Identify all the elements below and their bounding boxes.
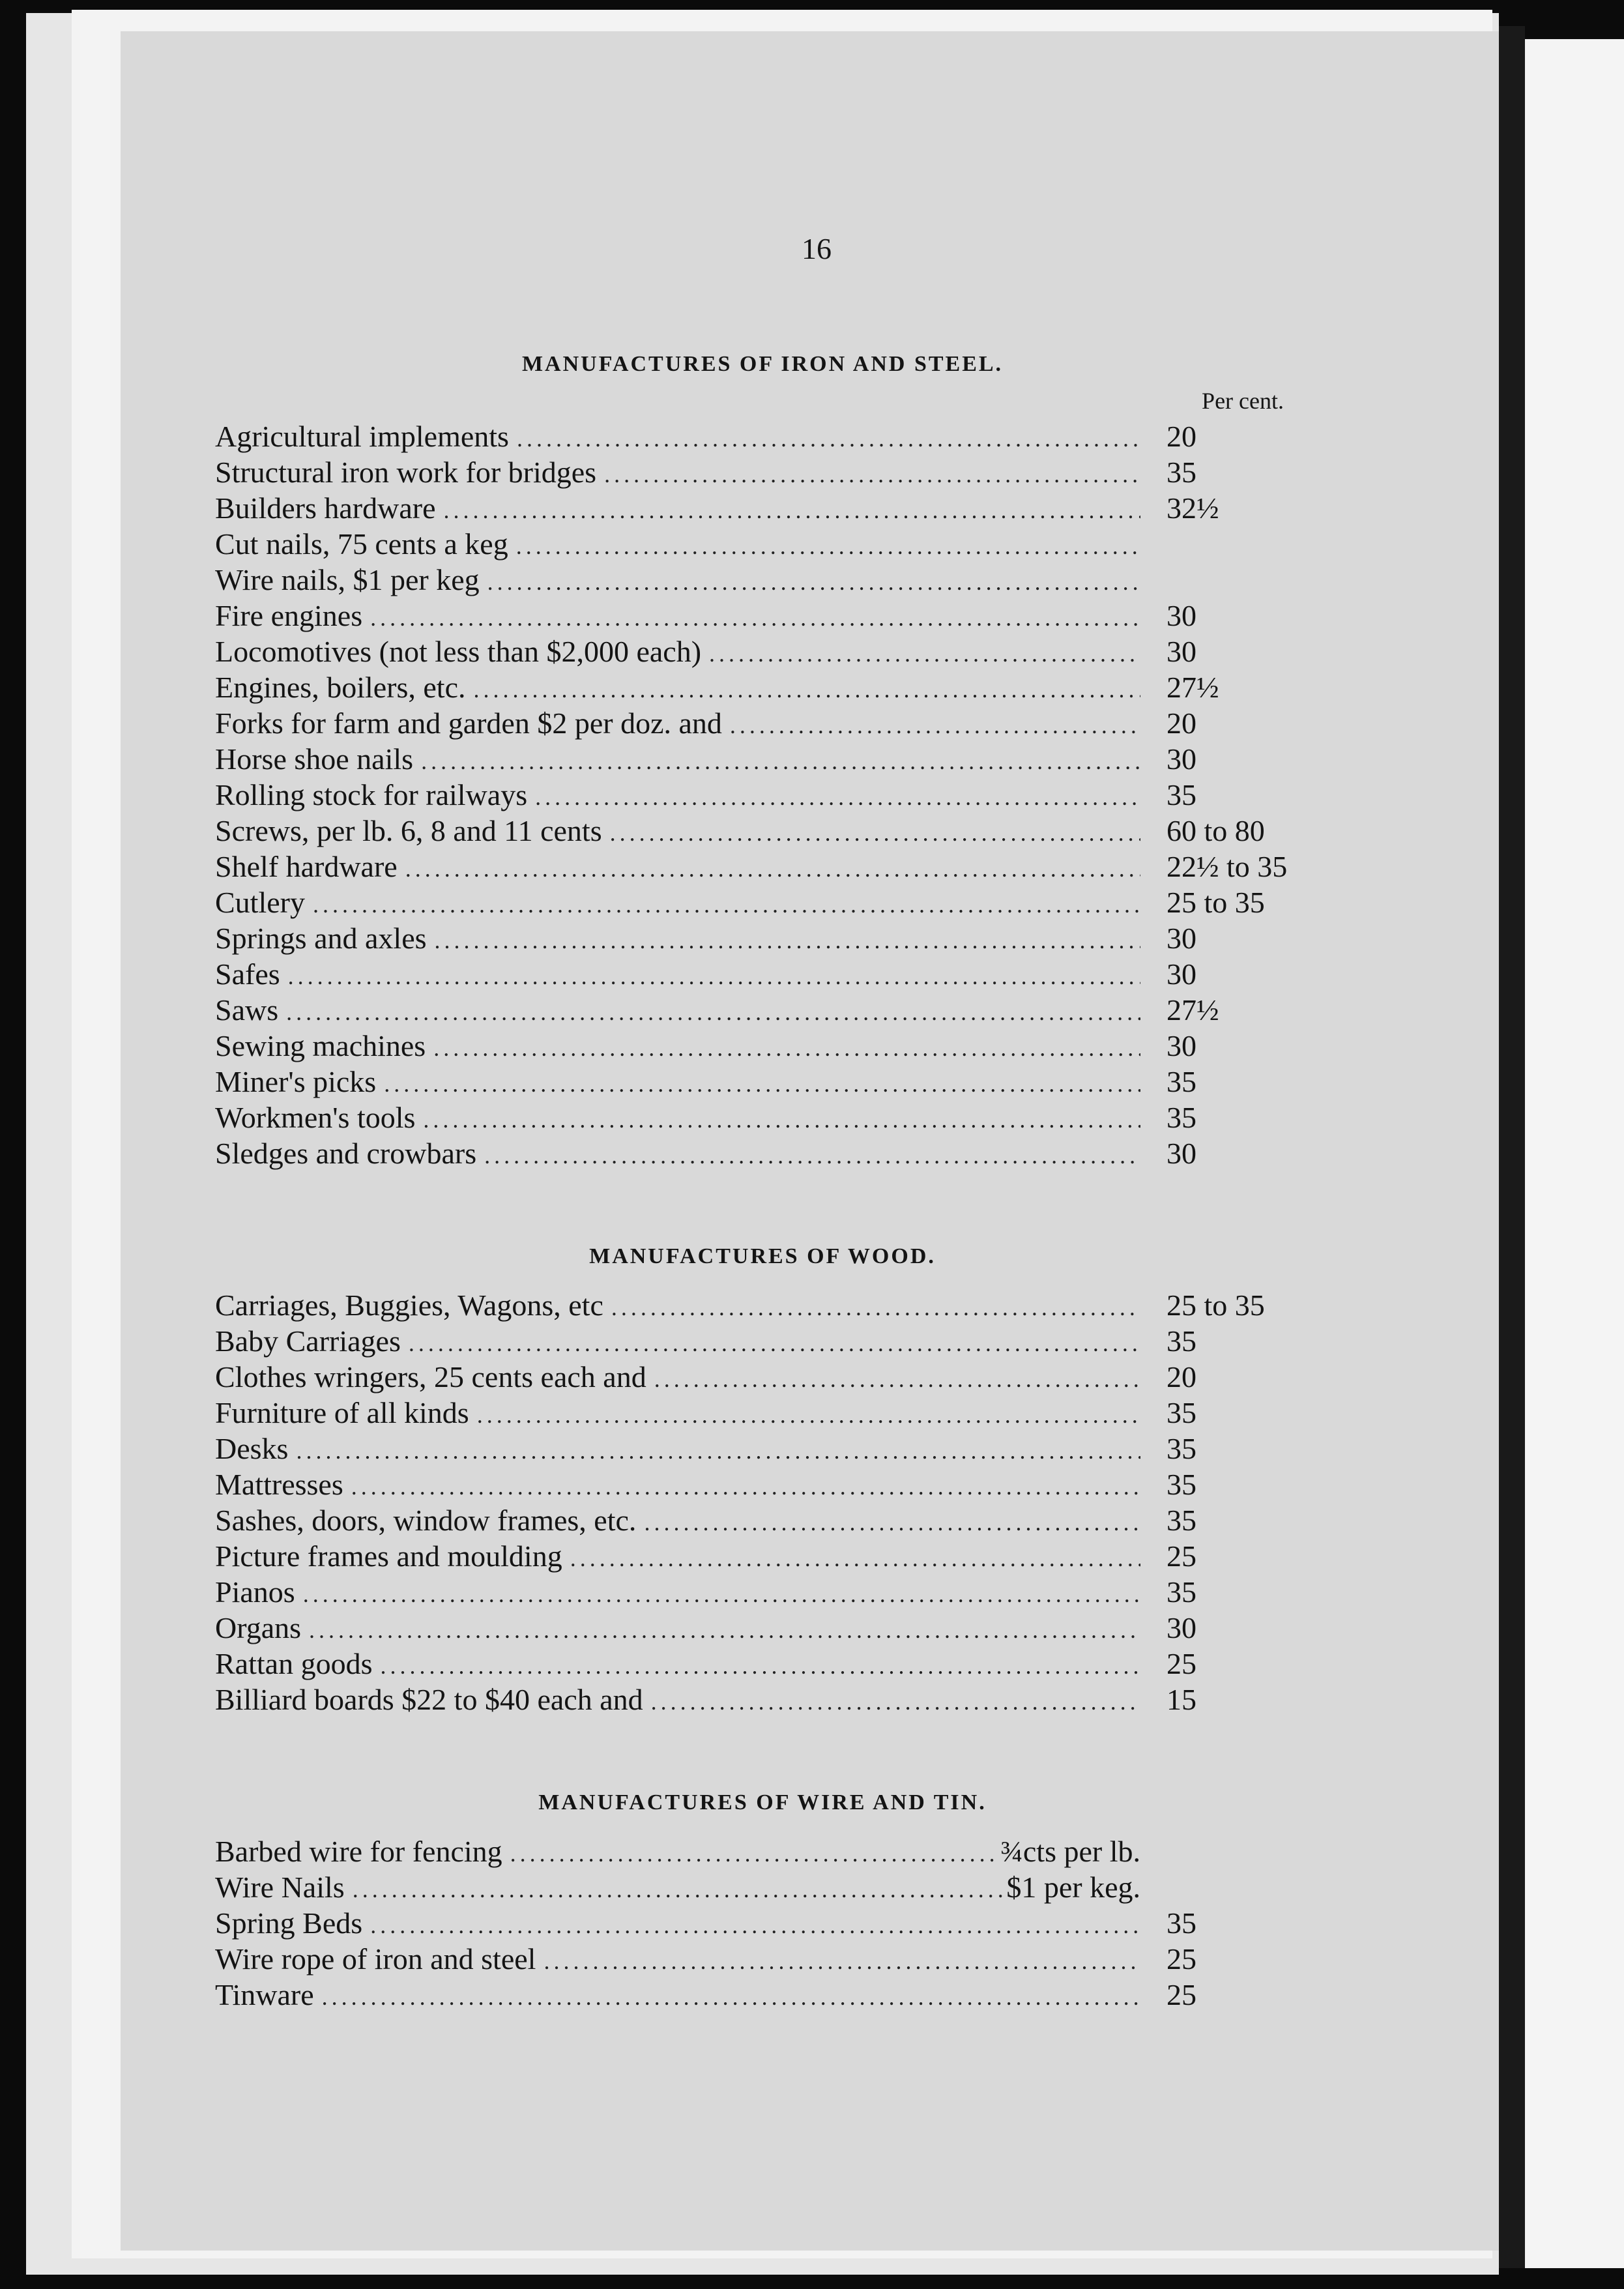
item-name: Agricultural implements: [215, 420, 509, 453]
item-name: Furniture of all kinds: [215, 1396, 469, 1429]
table-row: [215, 491, 1310, 527]
leader-dots: [370, 1908, 1140, 1942]
item-name: Desks: [215, 1432, 289, 1465]
table-row: [215, 599, 1310, 635]
item-percent: 25: [1167, 1647, 1196, 1680]
item-name: Cutlery: [215, 886, 305, 919]
leader-dots: [604, 458, 1140, 491]
leader-dots: [510, 1837, 997, 1871]
item-percent: 30: [1167, 742, 1196, 776]
item-name: Wire nails, $1 per keg: [215, 563, 480, 596]
leader-dots: [535, 780, 1140, 814]
leader-dots: [477, 1398, 1140, 1432]
item-percent: 35: [1167, 1065, 1196, 1098]
tariff-content: [215, 215, 1310, 2086]
leader-dots: [380, 1649, 1140, 1683]
item-name: Safes: [215, 957, 280, 991]
item-name: Sashes, doors, window frames, etc.: [215, 1504, 637, 1537]
item-name: Wire Nails: [215, 1871, 345, 1904]
table-row: [215, 1647, 1310, 1683]
item-name: Pianos: [215, 1575, 295, 1609]
item-name: Rattan goods: [215, 1647, 373, 1680]
section-iron-steel: [215, 352, 1310, 1173]
item-percent: 35: [1167, 1324, 1196, 1358]
item-name: Shelf hardware: [215, 850, 398, 883]
item-percent: 35: [1167, 1432, 1196, 1465]
item-percent: 30: [1167, 1137, 1196, 1170]
table-row: [215, 1101, 1310, 1137]
item-percent: 30: [1167, 922, 1196, 955]
item-name: Horse shoe nails: [215, 742, 414, 776]
item-percent: 27½: [1167, 993, 1219, 1027]
item-percent: 20: [1167, 420, 1196, 453]
item-percent: 30: [1167, 599, 1196, 632]
table-row: [215, 456, 1310, 491]
table-row: [215, 1360, 1310, 1396]
leader-dots: [654, 1362, 1140, 1396]
leader-dots: [487, 565, 1140, 599]
page-number: 16: [802, 232, 832, 265]
table-row: [215, 527, 1310, 563]
item-percent: 60 to 80: [1167, 814, 1265, 847]
leader-dots: [474, 673, 1140, 707]
table-row: [215, 1468, 1310, 1504]
leader-dots: [322, 1980, 1140, 2014]
table-row: [215, 1871, 1310, 1906]
item-percent: 35: [1167, 1575, 1196, 1609]
section-wire-tin: [215, 1790, 1310, 2014]
table-row: [215, 563, 1310, 599]
table-row: [215, 742, 1310, 778]
item-percent: 30: [1167, 1611, 1196, 1644]
item-percent: 32½: [1167, 491, 1219, 525]
item-percent: 25: [1167, 1978, 1196, 2011]
item-name: Forks for farm and garden $2 per doz. and: [215, 707, 722, 740]
item-name: Billiard boards $22 to $40 each and: [215, 1683, 643, 1716]
item-percent: 27½: [1167, 671, 1219, 704]
item-name: Structural iron work for bridges: [215, 456, 597, 489]
leader-dots: [351, 1470, 1140, 1504]
table-row: [215, 671, 1310, 707]
item-name: Barbed wire for fencing: [215, 1835, 502, 1868]
item-percent: 30: [1167, 1029, 1196, 1062]
leader-dots: [516, 529, 1140, 563]
leader-dots: [296, 1434, 1140, 1468]
table-row: [215, 1906, 1310, 1942]
column-header: [215, 387, 1310, 415]
rows-wire-tin: [215, 1835, 1310, 2014]
item-name: Tinware: [215, 1978, 314, 2011]
leader-dots: [370, 601, 1140, 635]
table-row: [215, 1065, 1310, 1101]
item-percent: 25: [1167, 1942, 1196, 1976]
leader-dots: [444, 493, 1141, 527]
item-name: Clothes wringers, 25 cents each and: [215, 1360, 646, 1393]
item-name: Springs and axles: [215, 922, 427, 955]
table-row: [215, 850, 1310, 886]
table-row: [215, 1835, 1310, 1871]
leader-dots: [433, 1031, 1140, 1065]
table-row: [215, 1683, 1310, 1719]
per-cent-label: Per cent.: [1202, 388, 1284, 414]
item-name: Saws: [215, 993, 279, 1027]
table-row: [215, 1611, 1310, 1647]
item-name: Fire engines: [215, 599, 363, 632]
table-row: [215, 1978, 1310, 2014]
table-row: [215, 886, 1310, 922]
item-name: Rolling stock for railways: [215, 778, 528, 811]
item-percent: 35: [1167, 456, 1196, 489]
item-percent: 30: [1167, 635, 1196, 668]
item-name: Spring Beds: [215, 1906, 363, 1940]
leader-dots: [288, 959, 1140, 993]
item-name: Organs: [215, 1611, 302, 1644]
table-row: [215, 1504, 1310, 1539]
item-name: Locomotives (not less than $2,000 each): [215, 635, 702, 668]
table-row: [215, 1396, 1310, 1432]
table-row: [215, 993, 1310, 1029]
item-percent: 15: [1167, 1683, 1196, 1716]
leader-dots: [651, 1685, 1140, 1719]
leader-dots: [730, 708, 1140, 742]
table-row: [215, 922, 1310, 957]
item-name: Baby Carriages: [215, 1324, 401, 1358]
item-name: Cut nails, 75 cents a keg: [215, 527, 508, 561]
item-percent: 35: [1167, 1396, 1196, 1429]
section-heading: MANUFACTURES OF IRON AND STEEL.: [521, 352, 1004, 376]
leader-dots: [313, 888, 1140, 922]
leader-dots: [610, 816, 1140, 850]
table-row: [215, 778, 1310, 814]
item-name: Miner's picks: [215, 1065, 377, 1098]
binding-shadow: [1499, 26, 1525, 2268]
table-row: [215, 635, 1310, 671]
leader-dots: [570, 1541, 1140, 1575]
table-row: [215, 957, 1310, 993]
leader-dots: [303, 1577, 1140, 1611]
item-percent: 25 to 35: [1167, 1289, 1265, 1322]
leader-dots: [517, 422, 1140, 456]
leader-dots: [409, 1326, 1140, 1360]
item-percent: 35: [1167, 1101, 1196, 1134]
item-percent: 30: [1167, 957, 1196, 991]
item-name: Workmen's tools: [215, 1101, 416, 1134]
item-name: Screws, per lb. 6, 8 and 11 cents: [215, 814, 602, 847]
leader-dots: [611, 1290, 1140, 1324]
rows-wood: [215, 1289, 1310, 1719]
table-row: [215, 1432, 1310, 1468]
item-name: Sledges and crowbars: [215, 1137, 477, 1170]
table-row: [215, 1942, 1310, 1978]
leader-dots: [286, 995, 1140, 1029]
item-percent: 25: [1167, 1539, 1196, 1573]
table-row: [215, 1289, 1310, 1324]
section-heading: MANUFACTURES OF WOOD.: [589, 1244, 936, 1268]
table-row: [215, 420, 1310, 456]
item-name: Sewing machines: [215, 1029, 426, 1062]
item-percent: 20: [1167, 1360, 1196, 1393]
table-row: [215, 1137, 1310, 1173]
leader-dots: [644, 1506, 1140, 1539]
item-percent: 35: [1167, 1504, 1196, 1537]
table-row: [215, 1575, 1310, 1611]
leader-dots: [421, 744, 1140, 778]
leader-dots: [709, 637, 1140, 671]
section-wood: [215, 1244, 1310, 1719]
table-row: [215, 707, 1310, 742]
item-percent: 35: [1167, 1906, 1196, 1940]
item-percent: 25 to 35: [1167, 886, 1265, 919]
item-percent: 20: [1167, 707, 1196, 740]
leader-dots: [405, 852, 1140, 886]
leader-dots: [423, 1103, 1140, 1137]
item-rate-inline: ¾cts per lb.: [1000, 1835, 1140, 1868]
leader-dots: [353, 1873, 1003, 1906]
item-name: Wire rope of iron and steel: [215, 1942, 536, 1976]
leader-dots: [544, 1944, 1140, 1978]
item-name: Builders hardware: [215, 491, 436, 525]
item-name: Engines, boilers, etc.: [215, 671, 466, 704]
item-percent: 35: [1167, 1468, 1196, 1501]
table-row: [215, 1539, 1310, 1575]
table-row: [215, 1029, 1310, 1065]
item-rate-inline: $1 per keg.: [1006, 1871, 1140, 1904]
leader-dots: [384, 1067, 1140, 1101]
item-name: Carriages, Buggies, Wagons, etc: [215, 1289, 603, 1322]
table-row: [215, 814, 1310, 850]
leader-dots: [309, 1613, 1140, 1647]
rows-iron-steel: [215, 420, 1310, 1173]
table-row: [215, 1324, 1310, 1360]
item-name: Mattresses: [215, 1468, 343, 1501]
leader-dots: [435, 924, 1140, 957]
leader-dots: [484, 1139, 1140, 1173]
item-percent: 22½ to 35: [1167, 850, 1288, 883]
facing-page-edge: [1525, 39, 1624, 2268]
item-name: Picture frames and moulding: [215, 1539, 562, 1573]
item-percent: 35: [1167, 778, 1196, 811]
section-heading: MANUFACTURES OF WIRE AND TIN.: [538, 1790, 987, 1815]
